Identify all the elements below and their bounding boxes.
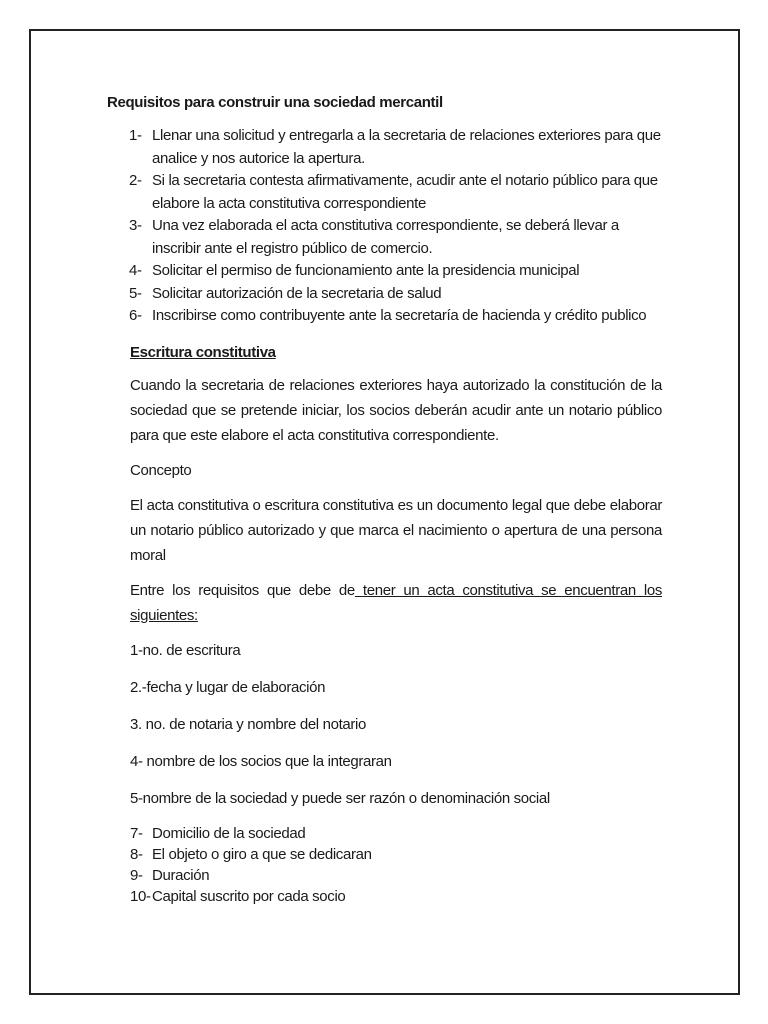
list-item [130, 823, 662, 844]
list-number: 9- [130, 866, 143, 884]
list-text: Llenar una solicitud y entregarla a la secretaria de relaciones exteriores para que analice y nos autorice la apertura. [152, 127, 661, 167]
list-number: 7- [130, 824, 143, 842]
list-item [130, 886, 662, 907]
requirement-item: 1-no. de escritura [130, 641, 241, 659]
list-item [107, 283, 662, 306]
requirements-intro-text: Entre los requisitos que debe de [130, 581, 355, 599]
section-heading: Escritura constitutiva [130, 343, 276, 361]
list-item [130, 844, 662, 865]
list-number: 10- [130, 887, 151, 905]
paragraph-definition: El acta constitutiva o escritura constitutiva es un documento legal que debe elaborar un notario público autorizado y que marca el nacimiento o apertura de una persona moral [130, 496, 662, 564]
requirement-item: 4- nombre de los socios que la integraran [130, 752, 392, 770]
list-item [107, 260, 662, 283]
list-text: Inscribirse como contribuyente ante la secretaría de hacienda y crédito publico [152, 307, 647, 324]
requirement-item: 3. no. de notaria y nombre del notario [130, 715, 367, 733]
list-number: 5- [129, 284, 142, 302]
list-number: 1- [129, 127, 142, 144]
list-text: Duración [152, 866, 210, 884]
paragraph-authorization: Cuando la secretaria de relaciones exteriores haya autorizado la constitución de la sociedad que se pretende iniciar, los socios deberán acudir ante un notario público para que este elabore el acta constitutiva correspondiente. [130, 376, 662, 444]
list-item [107, 305, 662, 328]
list-text: Una vez elaborada el acta constitutiva correspondiente, se deberá llevar a inscribir ante el registro público de comercio. [152, 217, 619, 257]
list-text: Capital suscrito por cada socio [152, 887, 346, 905]
list-item [107, 125, 662, 170]
requirement-item: 2.-fecha y lugar de elaboración [130, 678, 326, 696]
list-number: 8- [130, 845, 143, 863]
list-item [107, 170, 662, 215]
list-text: Si la secretaria contesta afirmativamente, acudir ante el notario público para que elabore la acta constitutiva correspondiente [152, 172, 658, 212]
numbered-list [130, 823, 662, 907]
document-body [107, 88, 662, 907]
list-item [130, 865, 662, 886]
list-number: 6- [129, 307, 142, 324]
list-number: 4- [129, 262, 142, 279]
requirements-intro-underlined: tener un acta constitutiva se encuentran los siguientes: [130, 581, 662, 624]
list-text: El objeto o giro a que se dedicaran [152, 845, 372, 863]
list-text: Solicitar el permiso de funcionamiento ante la presidencia municipal [152, 262, 580, 279]
requirements-intro [130, 578, 662, 628]
list-number: 2- [129, 172, 142, 189]
list-text: Solicitar autorización de la secretaria de salud [152, 284, 442, 302]
requirements-list [107, 125, 662, 328]
list-number: 3- [129, 217, 142, 234]
list-text: Domicilio de la sociedad [152, 824, 306, 842]
concept-label: Concepto [130, 461, 192, 479]
document-title: Requisitos para construir una sociedad mercantil [107, 94, 443, 111]
list-item [107, 215, 662, 260]
requirement-item: 5-nombre de la sociedad y puede ser razón o denominación social [130, 789, 550, 807]
